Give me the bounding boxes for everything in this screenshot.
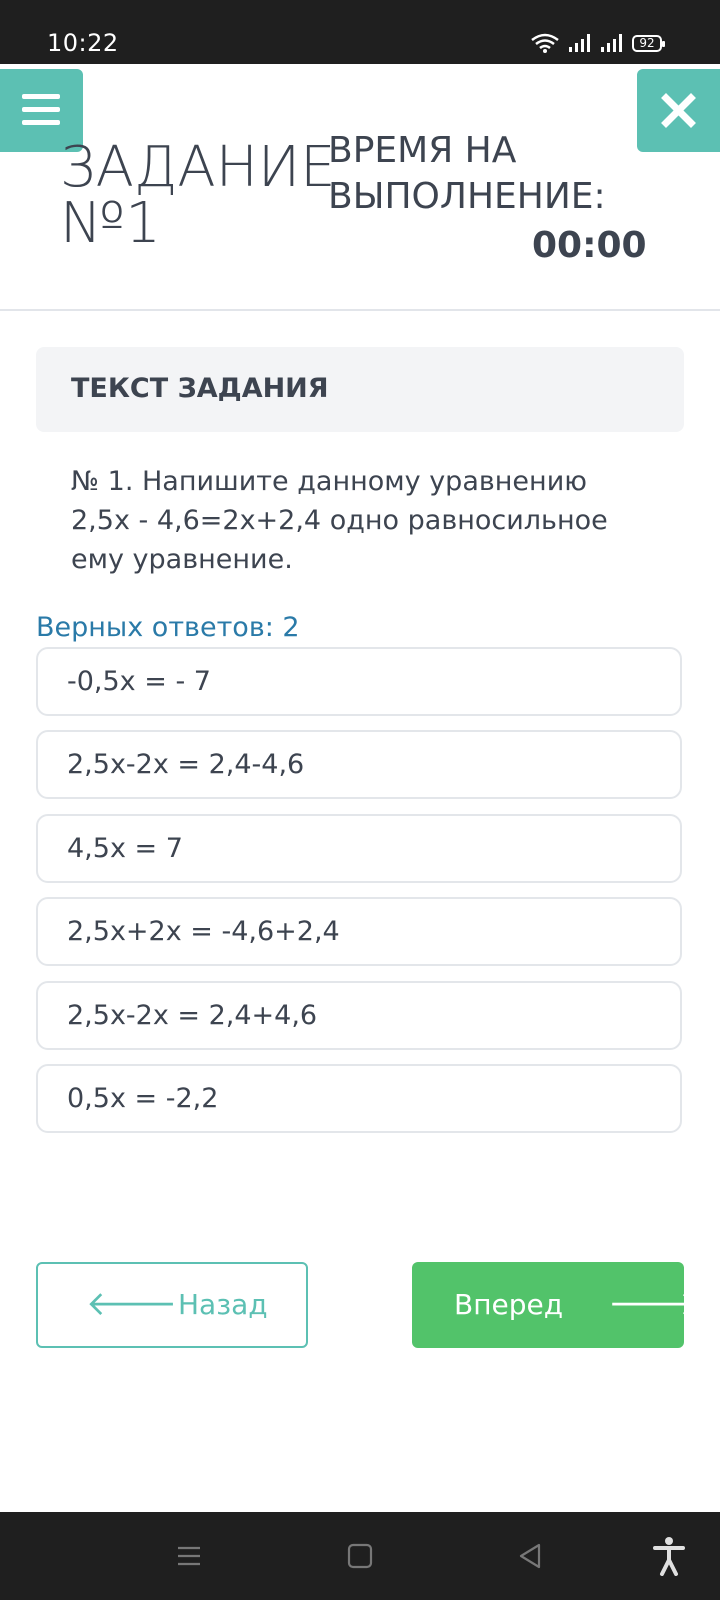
task-text	[71, 462, 671, 579]
task-title-line2: №1	[60, 191, 161, 256]
status-bar	[0, 0, 720, 64]
time-label	[328, 128, 606, 220]
status-icons	[530, 31, 662, 55]
home-icon[interactable]	[346, 1542, 374, 1570]
next-button-label: Вперед	[454, 1288, 564, 1321]
answers-count: Верных ответов: 2	[36, 612, 300, 643]
answer-option-1[interactable]	[36, 647, 682, 716]
answer-option-3[interactable]	[36, 814, 682, 883]
task-text-line1: № 1. Напишите данному уравнению	[71, 466, 587, 497]
battery-icon: 92	[632, 35, 662, 52]
recent-apps-icon[interactable]	[175, 1542, 203, 1570]
status-time: 10:22	[47, 29, 119, 57]
answer-option-6[interactable]	[36, 1064, 682, 1133]
answer-option-label: 0,5х = -2,2	[67, 1083, 219, 1114]
task-text-line3: ему уравнение.	[71, 544, 293, 575]
next-button[interactable]	[412, 1262, 700, 1348]
arrow-right-icon: 🡒	[608, 1284, 700, 1324]
task-title	[60, 135, 336, 256]
answer-option-5[interactable]	[36, 981, 682, 1050]
close-icon	[637, 69, 720, 152]
back-button[interactable]	[36, 1262, 308, 1348]
answer-option-4[interactable]	[36, 897, 682, 966]
back-nav-icon[interactable]	[516, 1542, 544, 1570]
close-button[interactable]	[637, 69, 720, 152]
signal-icon	[568, 33, 592, 53]
answer-option-label: 2,5х+2х = -4,6+2,4	[67, 916, 340, 947]
time-label-line1: ВРЕМЯ НА	[328, 130, 517, 171]
task-text-line2: 2,5x - 4,6=2x+2,4 одно равносильное	[71, 505, 608, 536]
answer-option-2[interactable]	[36, 730, 682, 799]
time-value: 00:00	[532, 225, 647, 266]
header-divider	[0, 309, 720, 311]
arrow-left-icon: 🡐	[86, 1284, 178, 1324]
task-section-title: ТЕКСТ ЗАДАНИЯ	[71, 373, 329, 404]
answer-option-label: 2,5х-2х = 2,4+4,6	[67, 1000, 318, 1031]
system-nav-bar	[0, 1512, 720, 1600]
signal-icon-2	[600, 33, 624, 53]
wifi-icon	[530, 32, 560, 54]
answer-option-label: -0,5х = - 7	[67, 666, 211, 697]
back-button-label: Назад	[178, 1288, 268, 1321]
answer-option-label: 2,5х-2х = 2,4-4,6	[67, 749, 305, 780]
accessibility-icon[interactable]	[652, 1536, 686, 1576]
task-title-line1: ЗАДАНИЕ	[60, 135, 336, 200]
time-label-line2: ВЫПОЛНЕНИЕ:	[328, 176, 606, 217]
answer-option-label: 4,5х = 7	[67, 833, 183, 864]
